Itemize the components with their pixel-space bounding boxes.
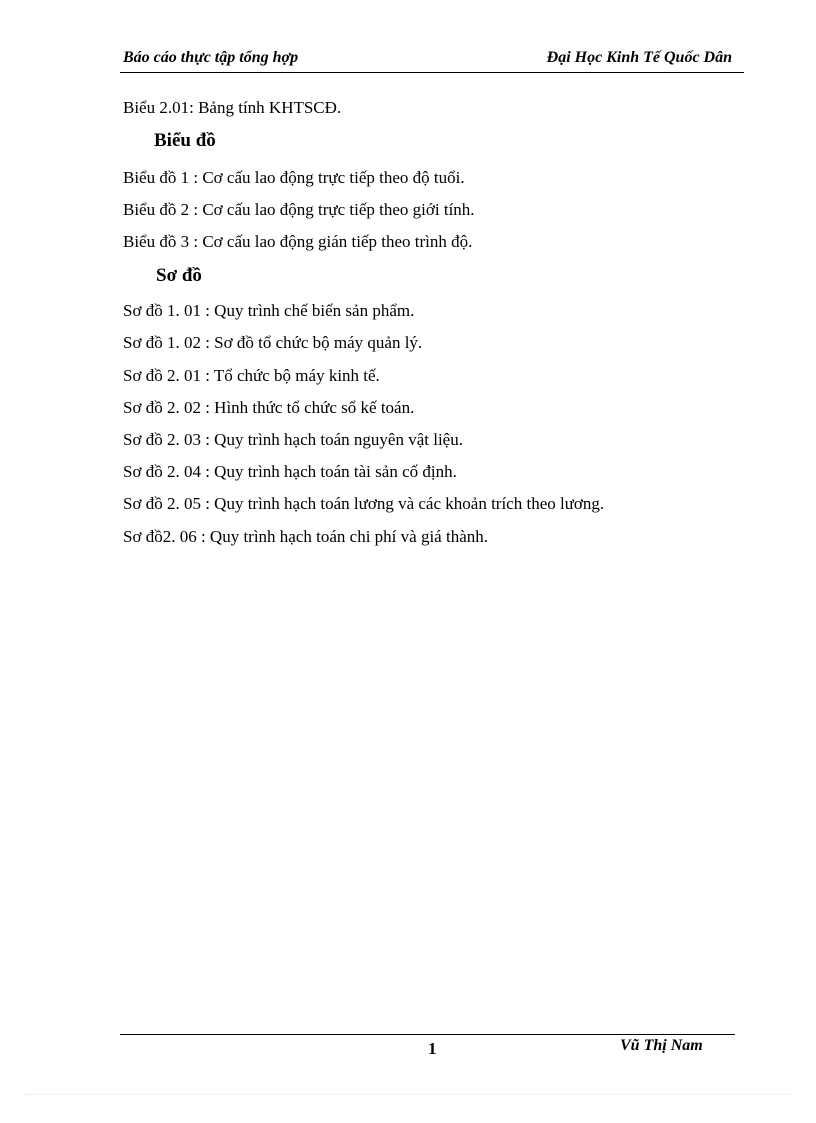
diagram-list-item: Sơ đồ 1. 02 : Sơ đồ tổ chức bộ máy quản lý.	[123, 333, 423, 352]
diagram-list-item: Sơ đồ 1. 01 : Quy trình chế biến sản phẩm.	[123, 301, 415, 320]
page-edge-divider	[24, 1094, 792, 1095]
diagram-list-item: Sơ đồ 2. 02 : Hình thức tổ chức sổ kế toán.	[123, 398, 415, 417]
chart-table-entry: Biểu 2.01: Bảng tính KHTSCĐ.	[123, 98, 342, 117]
diagram-list-item: Sơ đồ 2. 01 : Tổ chức bộ máy kinh tế.	[123, 366, 380, 385]
diagram-list-item: Sơ đồ 2. 04 : Quy trình hạch toán tài sản cố định.	[123, 462, 457, 481]
header-university: Đại Học Kinh Tế Quốc Dân	[546, 49, 732, 66]
section-heading-diagrams: Sơ đồ	[156, 265, 202, 286]
page-number: 1	[428, 1039, 437, 1058]
chart-list-item: Biểu đồ 1 : Cơ cấu lao động trực tiếp theo độ tuổi.	[123, 168, 465, 187]
page-header	[120, 46, 744, 73]
header-report-title: Báo cáo thực tập tổng hợp	[123, 49, 299, 66]
footer-rule	[120, 1034, 735, 1035]
footer-author: Vũ Thị Nam	[620, 1037, 703, 1054]
diagram-list-item: Sơ đồ2. 06 : Quy trình hạch toán chi phí và giá thành.	[123, 527, 488, 546]
chart-list-item: Biểu đồ 2 : Cơ cấu lao động trực tiếp theo giới tính.	[123, 200, 475, 219]
section-heading-charts: Biểu đồ	[154, 130, 216, 151]
diagram-list-item: Sơ đồ 2. 05 : Quy trình hạch toán lương và các khoản trích theo lương.	[123, 494, 605, 513]
diagram-list-item: Sơ đồ 2. 03 : Quy trình hạch toán nguyên vật liệu.	[123, 430, 463, 449]
chart-list-item: Biểu đồ 3 : Cơ cấu lao động gián tiếp theo trình độ.	[123, 232, 473, 251]
